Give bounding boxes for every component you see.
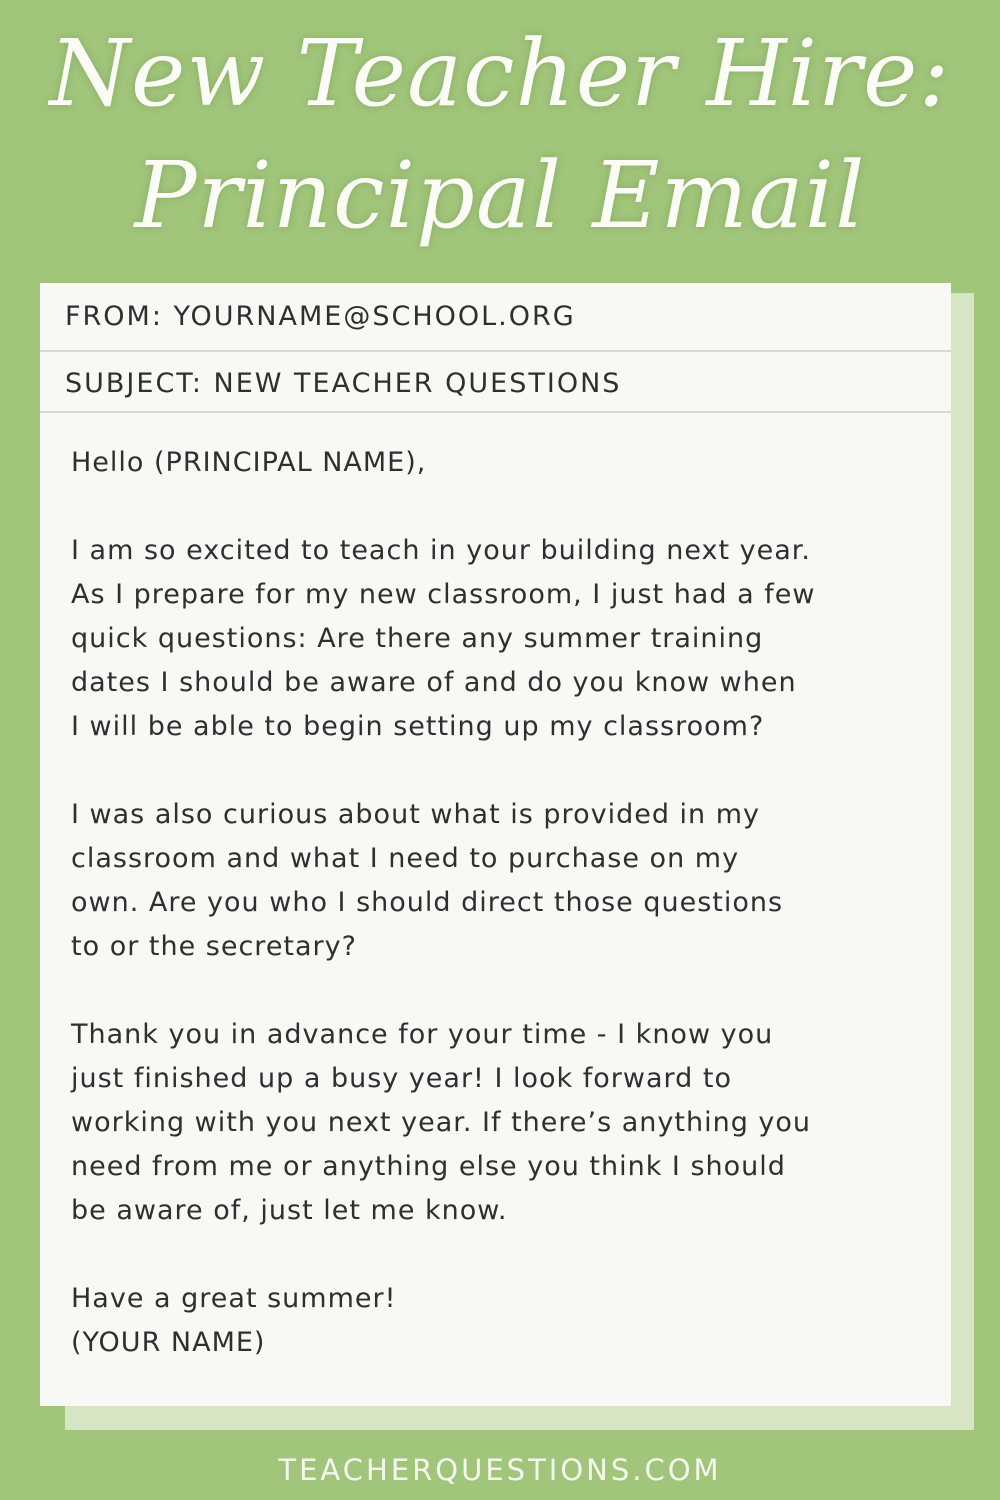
email-card	[40, 283, 951, 1406]
email-from-field: FROM: YOURNAME@SCHOOL.ORG	[40, 283, 951, 352]
email-body	[71, 441, 931, 1365]
email-signature: (YOUR NAME)	[71, 1327, 266, 1358]
page-title-line-2: Principal Email	[134, 142, 866, 249]
email-paragraph-2: I was also curious about what is provided in my classroom and what I need to purchase on my own. Are you who I should direct those questions to or the secretary?	[71, 799, 784, 962]
email-paragraph-1: I am so excited to teach in your building next year. As I prepare for my new classroom, I just had a few quick questions: Are there any summer training dates I should be aware of and do you know when I will be able to begin setting up my classroom?	[71, 535, 816, 742]
email-signoff	[71, 1277, 931, 1365]
email-paragraph-3: Thank you in advance for your time - I know you just finished up a busy year! I look forward to working with you next year. If there’s anything you need from me or anything else you think I should be aware of, just let me know.	[71, 1019, 812, 1226]
email-subject-field: SUBJECT: NEW TEACHER QUESTIONS	[40, 352, 951, 413]
footer-website: TEACHERQUESTIONS.COM	[278, 1453, 722, 1487]
email-greeting: Hello (PRINCIPAL NAME),	[71, 447, 427, 478]
page-title-line-1: New Teacher Hire:	[49, 20, 951, 127]
email-closing: Have a great summer!	[71, 1283, 397, 1314]
